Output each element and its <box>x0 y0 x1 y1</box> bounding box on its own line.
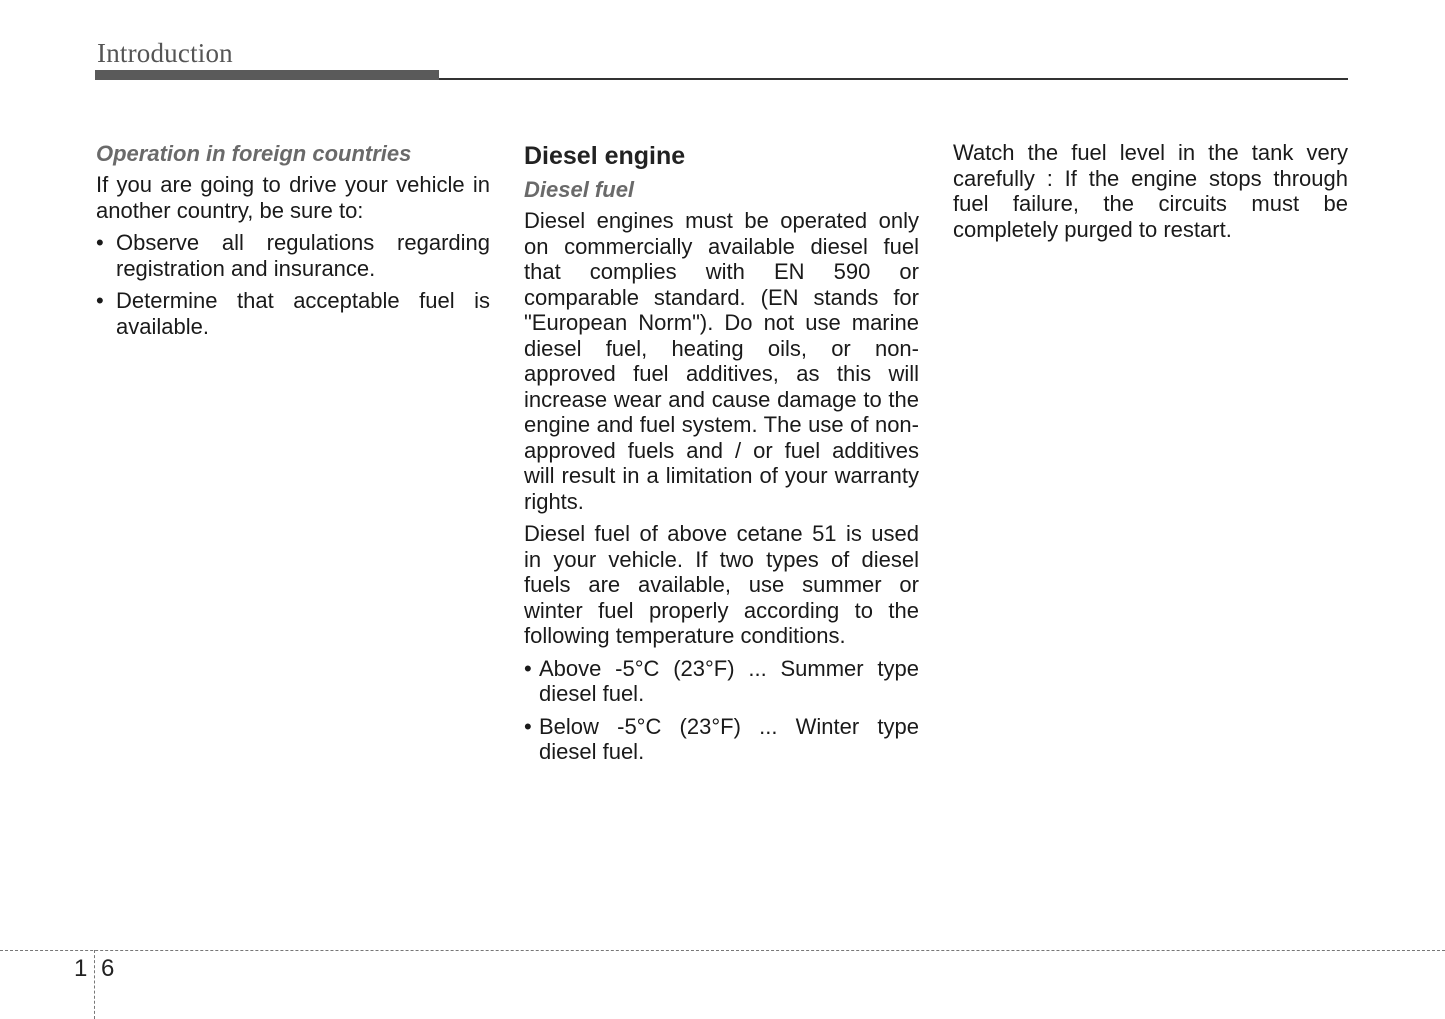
list-item-text: Above -5°C (23°F) ... Summer type diesel fuel. <box>539 655 919 706</box>
section-subheading-foreign-countries: Operation in foreign countries <box>96 141 412 166</box>
page-chapter-number: 1 <box>74 955 88 982</box>
paragraph-fuel-level-warning: Watch the fuel level in the tank very carefully : If the engine stops through fuel failure, the circuits must be completely purged to restart. <box>953 140 1348 242</box>
bullet-list-diesel-temperature <box>524 656 919 765</box>
page-header-title: Introduction <box>97 38 233 68</box>
bullet-icon: • <box>524 655 532 681</box>
bullet-icon: • <box>96 230 104 255</box>
footer-dashed-divider <box>94 950 95 1019</box>
list-item-text: Determine that acceptable fuel is available. <box>116 288 490 339</box>
page-number: 6 <box>101 955 115 982</box>
section-heading-diesel-engine: Diesel engine <box>524 142 686 170</box>
list-item <box>524 714 919 765</box>
column-right <box>953 140 1348 249</box>
bullet-icon: • <box>96 288 104 313</box>
header-bar-accent <box>95 70 439 80</box>
list-item-text: Observe all regulations regarding registration and insurance. <box>116 230 490 281</box>
list-item <box>96 288 490 339</box>
paragraph-diesel-requirements: Diesel engines must be operated only on commercially available diesel fuel that complies with EN 590 or comparable standard. (EN stands for "European Norm"). Do not use marine diesel fuel, heating oils, or non-approved fuel additives, as this will increase wear and cause damage to the engine and fuel system. The use of non-approved fuels and / or fuel additives will result in a limitation of your warranty rights. <box>524 208 919 514</box>
list-item <box>524 656 919 707</box>
column-middle <box>524 140 919 772</box>
paragraph-diesel-cetane: Diesel fuel of above cetane 51 is used in your vehicle. If two types of diesel fuels are available, use summer or winter fuel properly according to the following temperature conditions. <box>524 521 919 648</box>
bullet-icon: • <box>524 713 532 739</box>
list-item-text: Below -5°C (23°F) ... Winter type diesel fuel. <box>539 713 919 764</box>
section-subheading-diesel-fuel: Diesel fuel <box>524 177 635 202</box>
column-left <box>96 140 490 346</box>
footer-dashed-rule <box>0 950 1445 951</box>
bullet-list-foreign <box>96 230 490 339</box>
paragraph-foreign-intro: If you are going to drive your vehicle in another country, be sure to: <box>96 172 490 223</box>
header-rule <box>439 78 1348 80</box>
list-item <box>96 230 490 281</box>
